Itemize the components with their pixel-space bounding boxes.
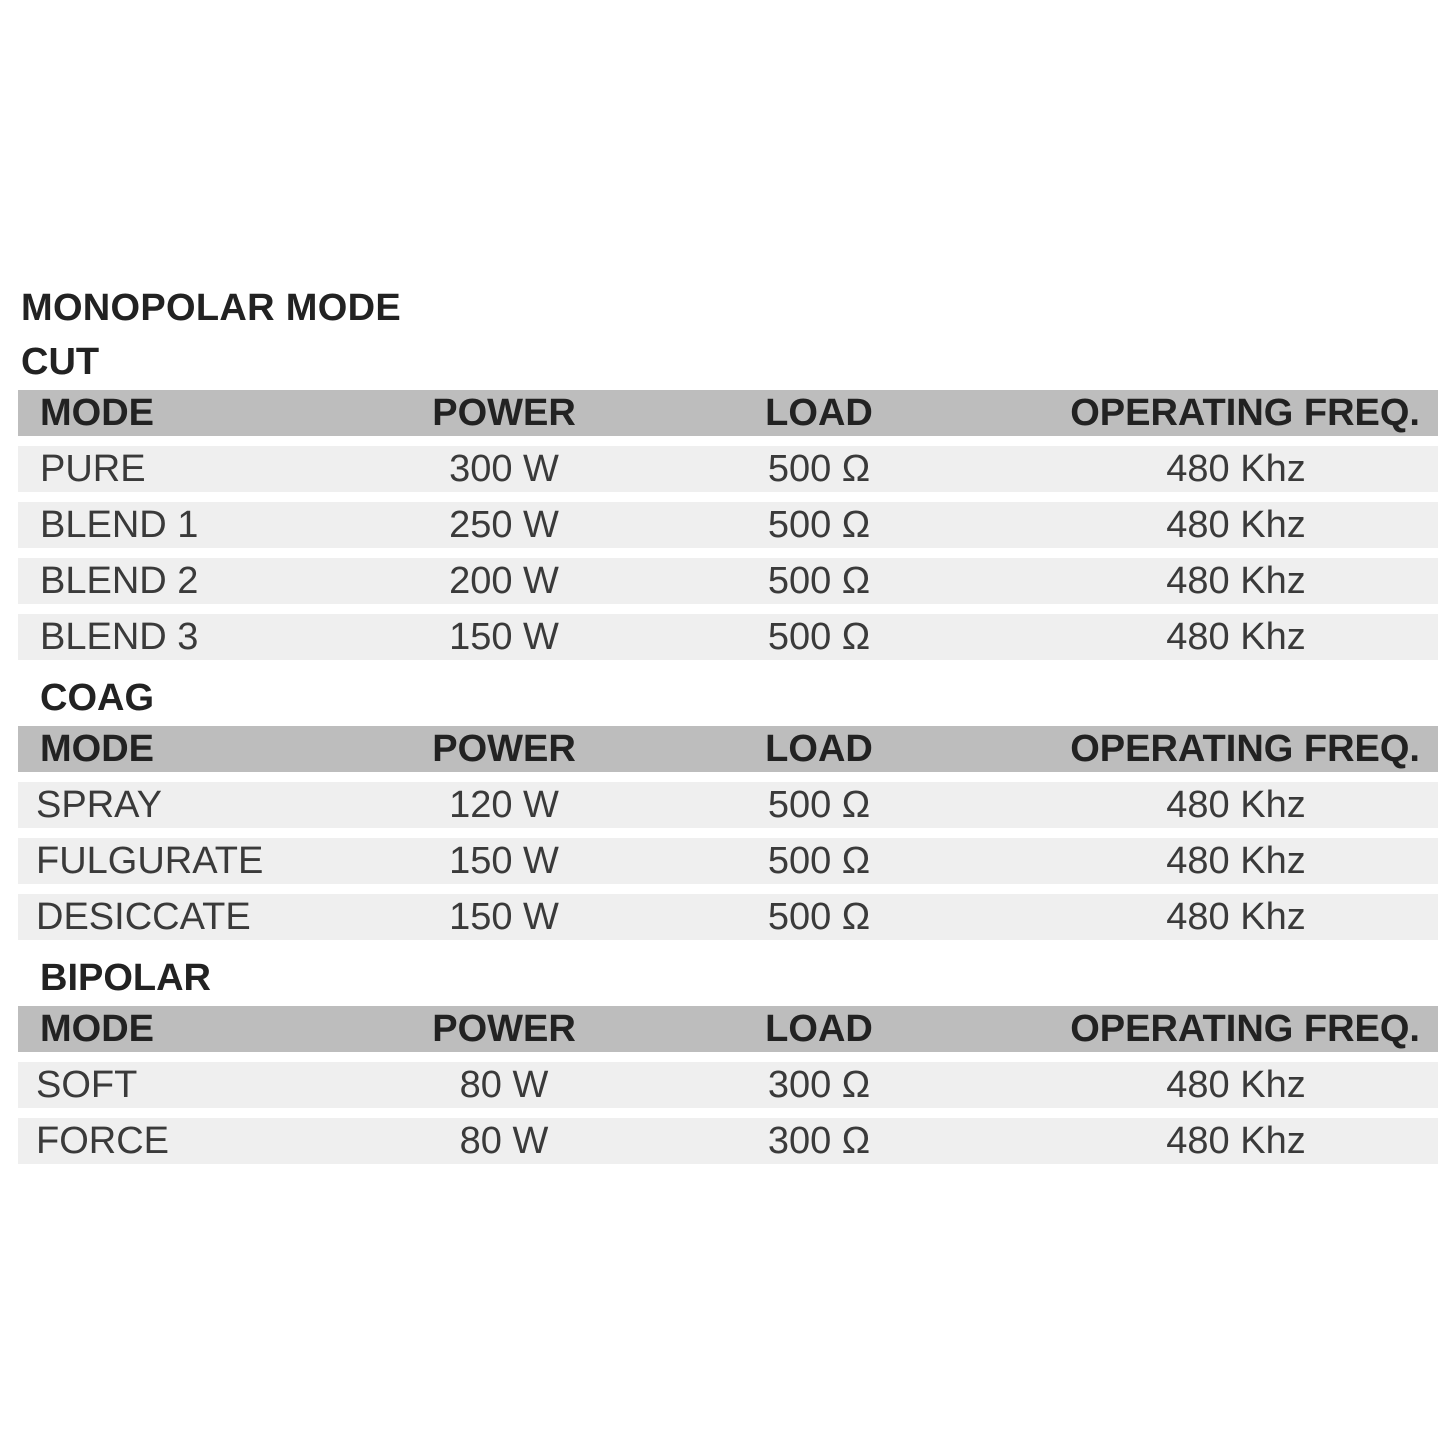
cell-load: 500 Ω bbox=[767, 839, 871, 882]
cell-mode: BLEND 1 bbox=[40, 503, 199, 546]
section-title-cut: CUT bbox=[21, 341, 100, 383]
cell-load: 500 Ω bbox=[767, 783, 871, 826]
cell-freq: 480 Khz bbox=[1166, 839, 1306, 882]
table-row bbox=[18, 502, 1438, 548]
cell-load: 300 Ω bbox=[767, 1119, 871, 1162]
section-title-coag: COAG bbox=[40, 677, 154, 719]
table-row bbox=[18, 782, 1438, 828]
cell-power: 120 W bbox=[449, 783, 559, 826]
header-load: LOAD bbox=[765, 391, 873, 434]
cell-load: 500 Ω bbox=[767, 447, 871, 490]
cell-mode: FULGURATE bbox=[36, 839, 264, 882]
header-operating-freq: OPERATING FREQ. bbox=[1070, 727, 1420, 770]
header-load: LOAD bbox=[765, 727, 873, 770]
header-power: POWER bbox=[432, 1007, 576, 1050]
cell-mode: SOFT bbox=[36, 1063, 138, 1106]
cell-power: 150 W bbox=[449, 615, 559, 658]
section-title-bipolar: BIPOLAR bbox=[40, 957, 211, 999]
header-load: LOAD bbox=[765, 1007, 873, 1050]
cell-mode: BLEND 3 bbox=[40, 615, 199, 658]
cell-freq: 480 Khz bbox=[1166, 1119, 1306, 1162]
cell-freq: 480 Khz bbox=[1166, 783, 1306, 826]
header-mode: MODE bbox=[40, 391, 154, 434]
cell-power: 150 W bbox=[449, 895, 559, 938]
cell-freq: 480 Khz bbox=[1166, 559, 1306, 602]
cell-freq: 480 Khz bbox=[1166, 503, 1306, 546]
table-header-row bbox=[18, 1006, 1438, 1052]
header-power: POWER bbox=[432, 391, 576, 434]
header-power: POWER bbox=[432, 727, 576, 770]
cell-load: 500 Ω bbox=[767, 559, 871, 602]
cell-load: 500 Ω bbox=[767, 895, 871, 938]
document-title: MONOPOLAR MODE bbox=[21, 287, 401, 329]
cell-power: 80 W bbox=[459, 1119, 549, 1162]
cell-load: 300 Ω bbox=[767, 1063, 871, 1106]
table-header-row bbox=[18, 726, 1438, 772]
cell-load: 500 Ω bbox=[767, 503, 871, 546]
header-mode: MODE bbox=[40, 727, 154, 770]
table-row bbox=[18, 1062, 1438, 1108]
cell-mode: SPRAY bbox=[36, 783, 163, 826]
table-row bbox=[18, 838, 1438, 884]
cell-power: 200 W bbox=[449, 559, 559, 602]
table-row bbox=[18, 446, 1438, 492]
table-row bbox=[18, 614, 1438, 660]
cell-mode: FORCE bbox=[36, 1119, 169, 1162]
header-operating-freq: OPERATING FREQ. bbox=[1070, 391, 1420, 434]
table-row bbox=[18, 558, 1438, 604]
cell-freq: 480 Khz bbox=[1166, 447, 1306, 490]
header-mode: MODE bbox=[40, 1007, 154, 1050]
table-header-row bbox=[18, 390, 1438, 436]
cell-power: 300 W bbox=[449, 447, 559, 490]
cell-power: 150 W bbox=[449, 839, 559, 882]
cell-mode: PURE bbox=[40, 447, 146, 490]
cell-power: 250 W bbox=[449, 503, 559, 546]
cell-load: 500 Ω bbox=[767, 615, 871, 658]
table-row bbox=[18, 894, 1438, 940]
table-row bbox=[18, 1118, 1438, 1164]
cell-freq: 480 Khz bbox=[1166, 1063, 1306, 1106]
spec-sheet bbox=[18, 282, 1438, 1174]
header-operating-freq: OPERATING FREQ. bbox=[1070, 1007, 1420, 1050]
cell-freq: 480 Khz bbox=[1166, 615, 1306, 658]
cell-power: 80 W bbox=[459, 1063, 549, 1106]
cell-mode: DESICCATE bbox=[36, 895, 251, 938]
cell-freq: 480 Khz bbox=[1166, 895, 1306, 938]
cell-mode: BLEND 2 bbox=[40, 559, 199, 602]
